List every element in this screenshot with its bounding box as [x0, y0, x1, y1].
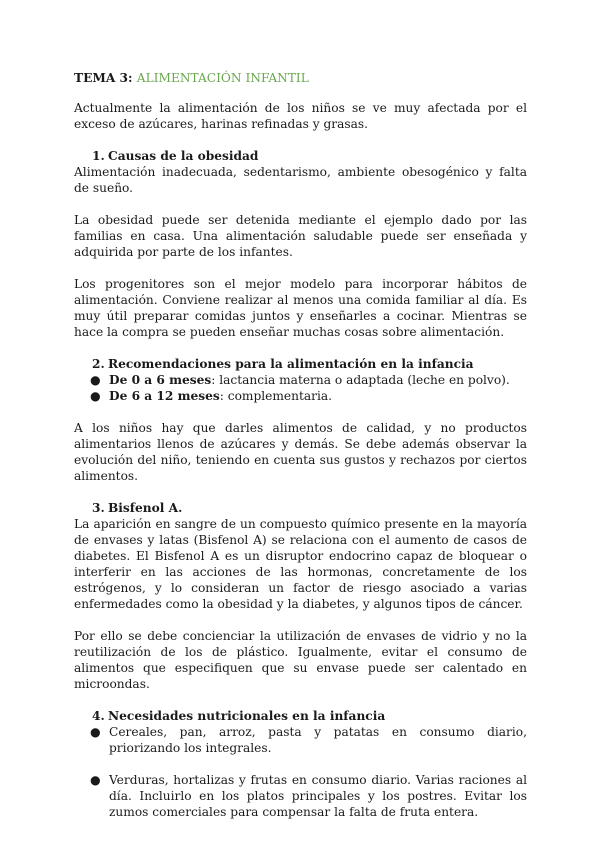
section-number: 3. [92, 501, 105, 515]
title-prefix: TEMA 3: [74, 71, 137, 85]
list-item [74, 724, 527, 756]
section-heading-causas [74, 148, 527, 164]
list-item-text: Cereales, pan, arroz, pasta y patatas en consumo diario, priorizando los integrales. [109, 725, 527, 755]
paragraph: Los progenitores son el mejor modelo para incorporar hábitos de alimentación. Conviene realizar al menos una comida familiar al día. Es muy útil preparar comidas juntos y enseñarles a cocinar. Mientras se hace la compra se pueden enseñar muchas cosas sobre alimentación. [74, 277, 527, 339]
bullet-icon: ● [90, 725, 101, 739]
list-item-text: : complementaria. [219, 389, 333, 403]
section-title: Recomendaciones para la alimentación en la infancia [108, 357, 474, 371]
bullet-icon: ● [90, 773, 101, 787]
paragraph: A los niños hay que darles alimentos de calidad, y no productos alimentarios llenos de azúcares y demás. Se debe además observar la evolución del niño, teniendo en cuenta sus gustos y rechazos por ciertos alimentos. [74, 421, 527, 483]
section-number: 4. [92, 709, 105, 723]
section-title: Bisfenol A. [108, 501, 183, 515]
section-number: 1. [92, 149, 105, 163]
section-heading-necesidades [74, 708, 527, 724]
page-title [74, 70, 527, 86]
list-item-bold: De 6 a 12 meses [109, 389, 220, 403]
list-item-text: Verduras, hortalizas y frutas en consumo diario. Varias raciones al día. Incluirlo en los platos principales y los postres. Evitar los zumos comerciales para compensar la falta de fruta entera. [109, 773, 527, 819]
list-item [74, 372, 527, 388]
list-item [74, 772, 527, 820]
paragraph: Alimentación inadecuada, sedentarismo, ambiente obesogénico y falta de sueño. [74, 165, 527, 195]
section-heading-bisfenol [74, 500, 527, 516]
bullet-list [74, 724, 527, 820]
document-body [74, 70, 527, 820]
bullet-icon: ● [90, 389, 101, 403]
bullet-icon: ● [90, 373, 101, 387]
title-topic: ALIMENTACIÓN INFANTIL [136, 71, 309, 85]
section-title: Causas de la obesidad [108, 149, 259, 163]
list-item-bold: De 0 a 6 meses [109, 373, 212, 387]
list-item-text: : lactancia materna o adaptada (leche en polvo). [211, 373, 510, 387]
bullet-list [74, 372, 527, 404]
section-title: Necesidades nutricionales en la infancia [108, 709, 386, 723]
intro-paragraph: Actualmente la alimentación de los niños se ve muy afectada por el exceso de azúcares, harinas refinadas y grasas. [74, 101, 527, 131]
section-number: 2. [92, 357, 105, 371]
paragraph: Por ello se debe concienciar la utilización de envases de vidrio y no la reutilización de los de plástico. Igualmente, evitar el consumo de alimentos que especifiquen que su envase puede ser calentado en microondas. [74, 629, 527, 691]
list-item [74, 388, 527, 404]
section-heading-recomendaciones [74, 356, 527, 372]
paragraph: La aparición en sangre de un compuesto químico presente en la mayoría de envases y latas (Bisfenol A) se relaciona con el aumento de casos de diabetes. El Bisfenol A es un disruptor endocrino capaz de bloquear o interferir en las acciones de las hormonas, concretamente de los estrógenos, y lo consideran un factor de riesgo asociado a varias enfermedades como la obesidad y la diabetes, y algunos tipos de cáncer. [74, 517, 527, 611]
paragraph: La obesidad puede ser detenida mediante el ejemplo dado por las familias en casa. Una alimentación saludable puede ser enseñada y adquirida por parte de los infantes. [74, 213, 527, 259]
